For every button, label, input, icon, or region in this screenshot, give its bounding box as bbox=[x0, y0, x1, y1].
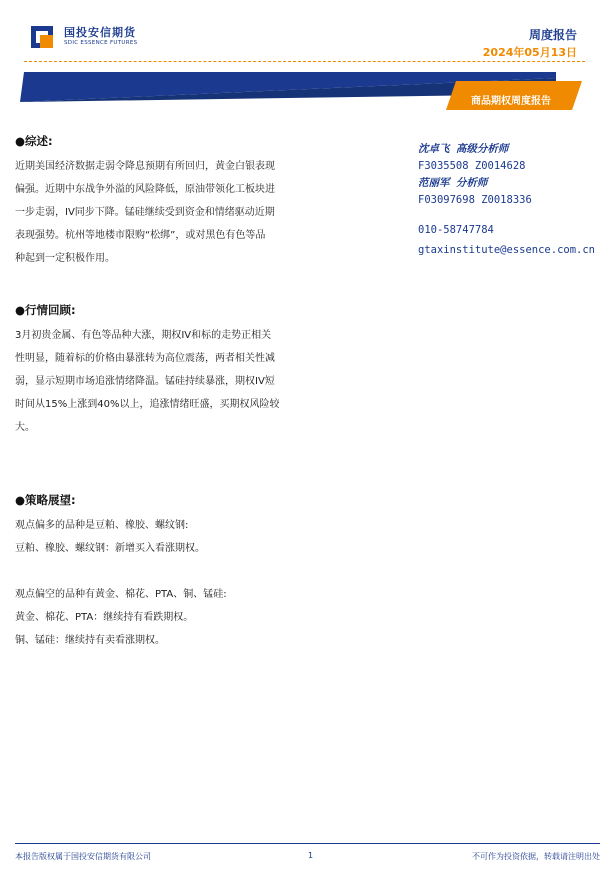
review-line: 弱，显示短期市场追涨情绪降温。锰硅持续暴涨，期权IV短 bbox=[15, 376, 275, 387]
summary-section bbox=[15, 133, 345, 270]
strategy-title: ●策略展望: bbox=[15, 493, 76, 507]
footer-divider bbox=[15, 843, 600, 844]
analyst-license: F3035508 Z0014628 bbox=[418, 160, 526, 172]
strategy-line: 豆粕、橡胶、螺纹钢：新增买入看涨期权。 bbox=[15, 543, 205, 554]
review-line: 大。 bbox=[15, 422, 35, 433]
review-line: 3月初贵金属、有色等品种大涨，期权IV和标的走势正相关 bbox=[15, 330, 272, 341]
summary-line: 偏强。近期中东战争外溢的风险降低，原油带领化工板块进 bbox=[15, 184, 275, 195]
summary-line: 表现强势。杭州等地楼市限购“松绑”，或对黑色有色等品 bbox=[15, 230, 266, 241]
page-number: 1 bbox=[308, 851, 314, 860]
review-line: 性明显，随着标的价格由暴涨转为高位震荡，两者相关性减 bbox=[15, 353, 275, 364]
report-type: 周度报告 bbox=[528, 28, 577, 42]
summary-line: 一步走弱，IV同步下降。锰硅继续受到资金和情绪驱动近期 bbox=[15, 207, 275, 218]
contact-email[interactable]: gtaxinstitute@essence.com.cn bbox=[418, 244, 596, 256]
banner-label: 商品期权周度报告 bbox=[471, 96, 551, 107]
strategy-section bbox=[15, 492, 345, 652]
summary-title: ●综述: bbox=[15, 134, 53, 148]
header-divider bbox=[24, 61, 585, 62]
analyst-sidebar bbox=[418, 141, 608, 260]
footer-disclaimer: 不可作为投资依据，转载请注明出处 bbox=[472, 852, 600, 861]
report-date: 2024年05月13日 bbox=[482, 46, 577, 59]
strategy-line bbox=[15, 560, 345, 583]
company-logo bbox=[31, 26, 137, 48]
logo-en-text: SDIC ESSENCE FUTURES bbox=[64, 40, 138, 47]
strategy-line: 黄金、棉花、PTA：继续持有看跌期权。 bbox=[15, 612, 194, 623]
logo-cn-text: 国投安信期货 bbox=[64, 26, 136, 40]
analyst-license: F03097698 Z0018336 bbox=[418, 194, 532, 206]
contact-phone: 010-58747784 bbox=[418, 224, 494, 236]
review-line: 时间从15%上涨到40%以上，追涨情绪旺盛，买期权风险较 bbox=[15, 399, 280, 410]
review-title: ●行情回顾: bbox=[15, 303, 76, 317]
footer-copyright: 本报告版权属于国投安信期货有限公司 bbox=[15, 852, 151, 861]
strategy-line: 观点偏空的品种有黄金、棉花、PTA、铜、锰硅: bbox=[15, 589, 227, 600]
analyst-name: 范丽军 分析师 bbox=[418, 177, 488, 189]
logo-mark-icon bbox=[31, 26, 57, 48]
strategy-line: 观点偏多的品种是豆粕、橡胶、螺纹钢: bbox=[15, 520, 189, 531]
summary-line: 近期美国经济数据走弱令降息预期有所回归，黄金白银表现 bbox=[15, 161, 275, 172]
summary-line: 种起到一定积极作用。 bbox=[15, 253, 115, 264]
header-banner bbox=[0, 72, 615, 112]
review-section bbox=[15, 302, 345, 439]
strategy-line: 铜、锰硅：继续持有卖看涨期权。 bbox=[15, 635, 165, 646]
analyst-name: 沈卓飞 高级分析师 bbox=[418, 143, 509, 155]
